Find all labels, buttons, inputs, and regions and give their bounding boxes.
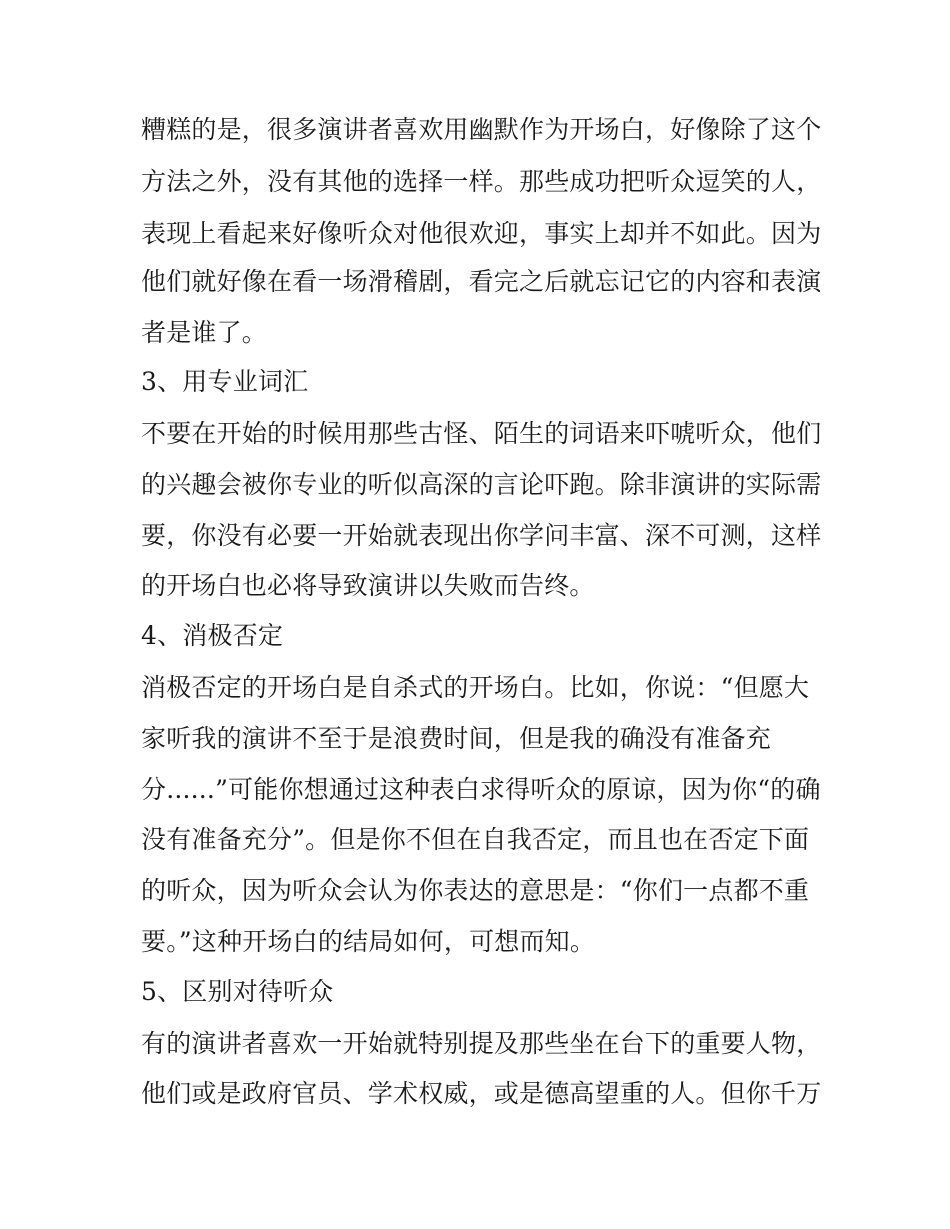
section-heading: 5、区别对待听众 [141, 977, 334, 1006]
text-line: 表现上看起来好像听众对他很欢迎，事实上却并不如此。因为 [141, 219, 822, 248]
section-heading: 4、消极否定 [141, 621, 284, 650]
text-line: 要。”这种开场白的结局如何，可想而知。 [141, 927, 596, 956]
text-line: 他们或是政府官员、学术权威，或是德高望重的人。但你千万 [141, 1079, 822, 1108]
text-line: 方法之外，没有其他的选择一样。那些成功把听众逗笑的人， [141, 167, 822, 196]
text-line: 没有准备充分”。但是你不但在自我否定，而且也在否定下面 [141, 825, 810, 854]
text-line: 的开场白也必将导致演讲以失败而告终。 [141, 571, 595, 600]
text-line: 的兴趣会被你专业的听似高深的言论吓跑。除非演讲的实际需 [141, 470, 822, 499]
text-line: 糟糕的是，很多演讲者喜欢用幽默作为开场白，好像除了这个 [141, 115, 822, 144]
text-line: 他们就好像在看一场滑稽剧，看完之后就忘记它的内容和表演 [141, 267, 822, 296]
text-line: 要，你没有必要一开始就表现出你学问丰富、深不可测，这样 [141, 521, 822, 550]
text-line: 者是谁了。 [141, 318, 268, 347]
section-heading: 3、用专业词汇 [141, 367, 309, 396]
text-line: 分......”可能你想通过这种表白求得听众的原谅，因为你“的确 [141, 775, 821, 804]
text-line: 消极否定的开场白是自杀式的开场白。比如，你说：“但愿大 [141, 673, 810, 702]
text-line: 有的演讲者喜欢一开始就特别提及那些坐在台下的重要人物， [141, 1029, 822, 1058]
text-line: 的听众，因为听众会认为你表达的意思是：“你们一点都不重 [141, 876, 810, 905]
text-line: 家听我的演讲不至于是浪费时间，但是我的确没有准备充 [141, 724, 772, 753]
text-line: 不要在开始的时候用那些古怪、陌生的词语来吓唬听众，他们 [141, 419, 822, 448]
